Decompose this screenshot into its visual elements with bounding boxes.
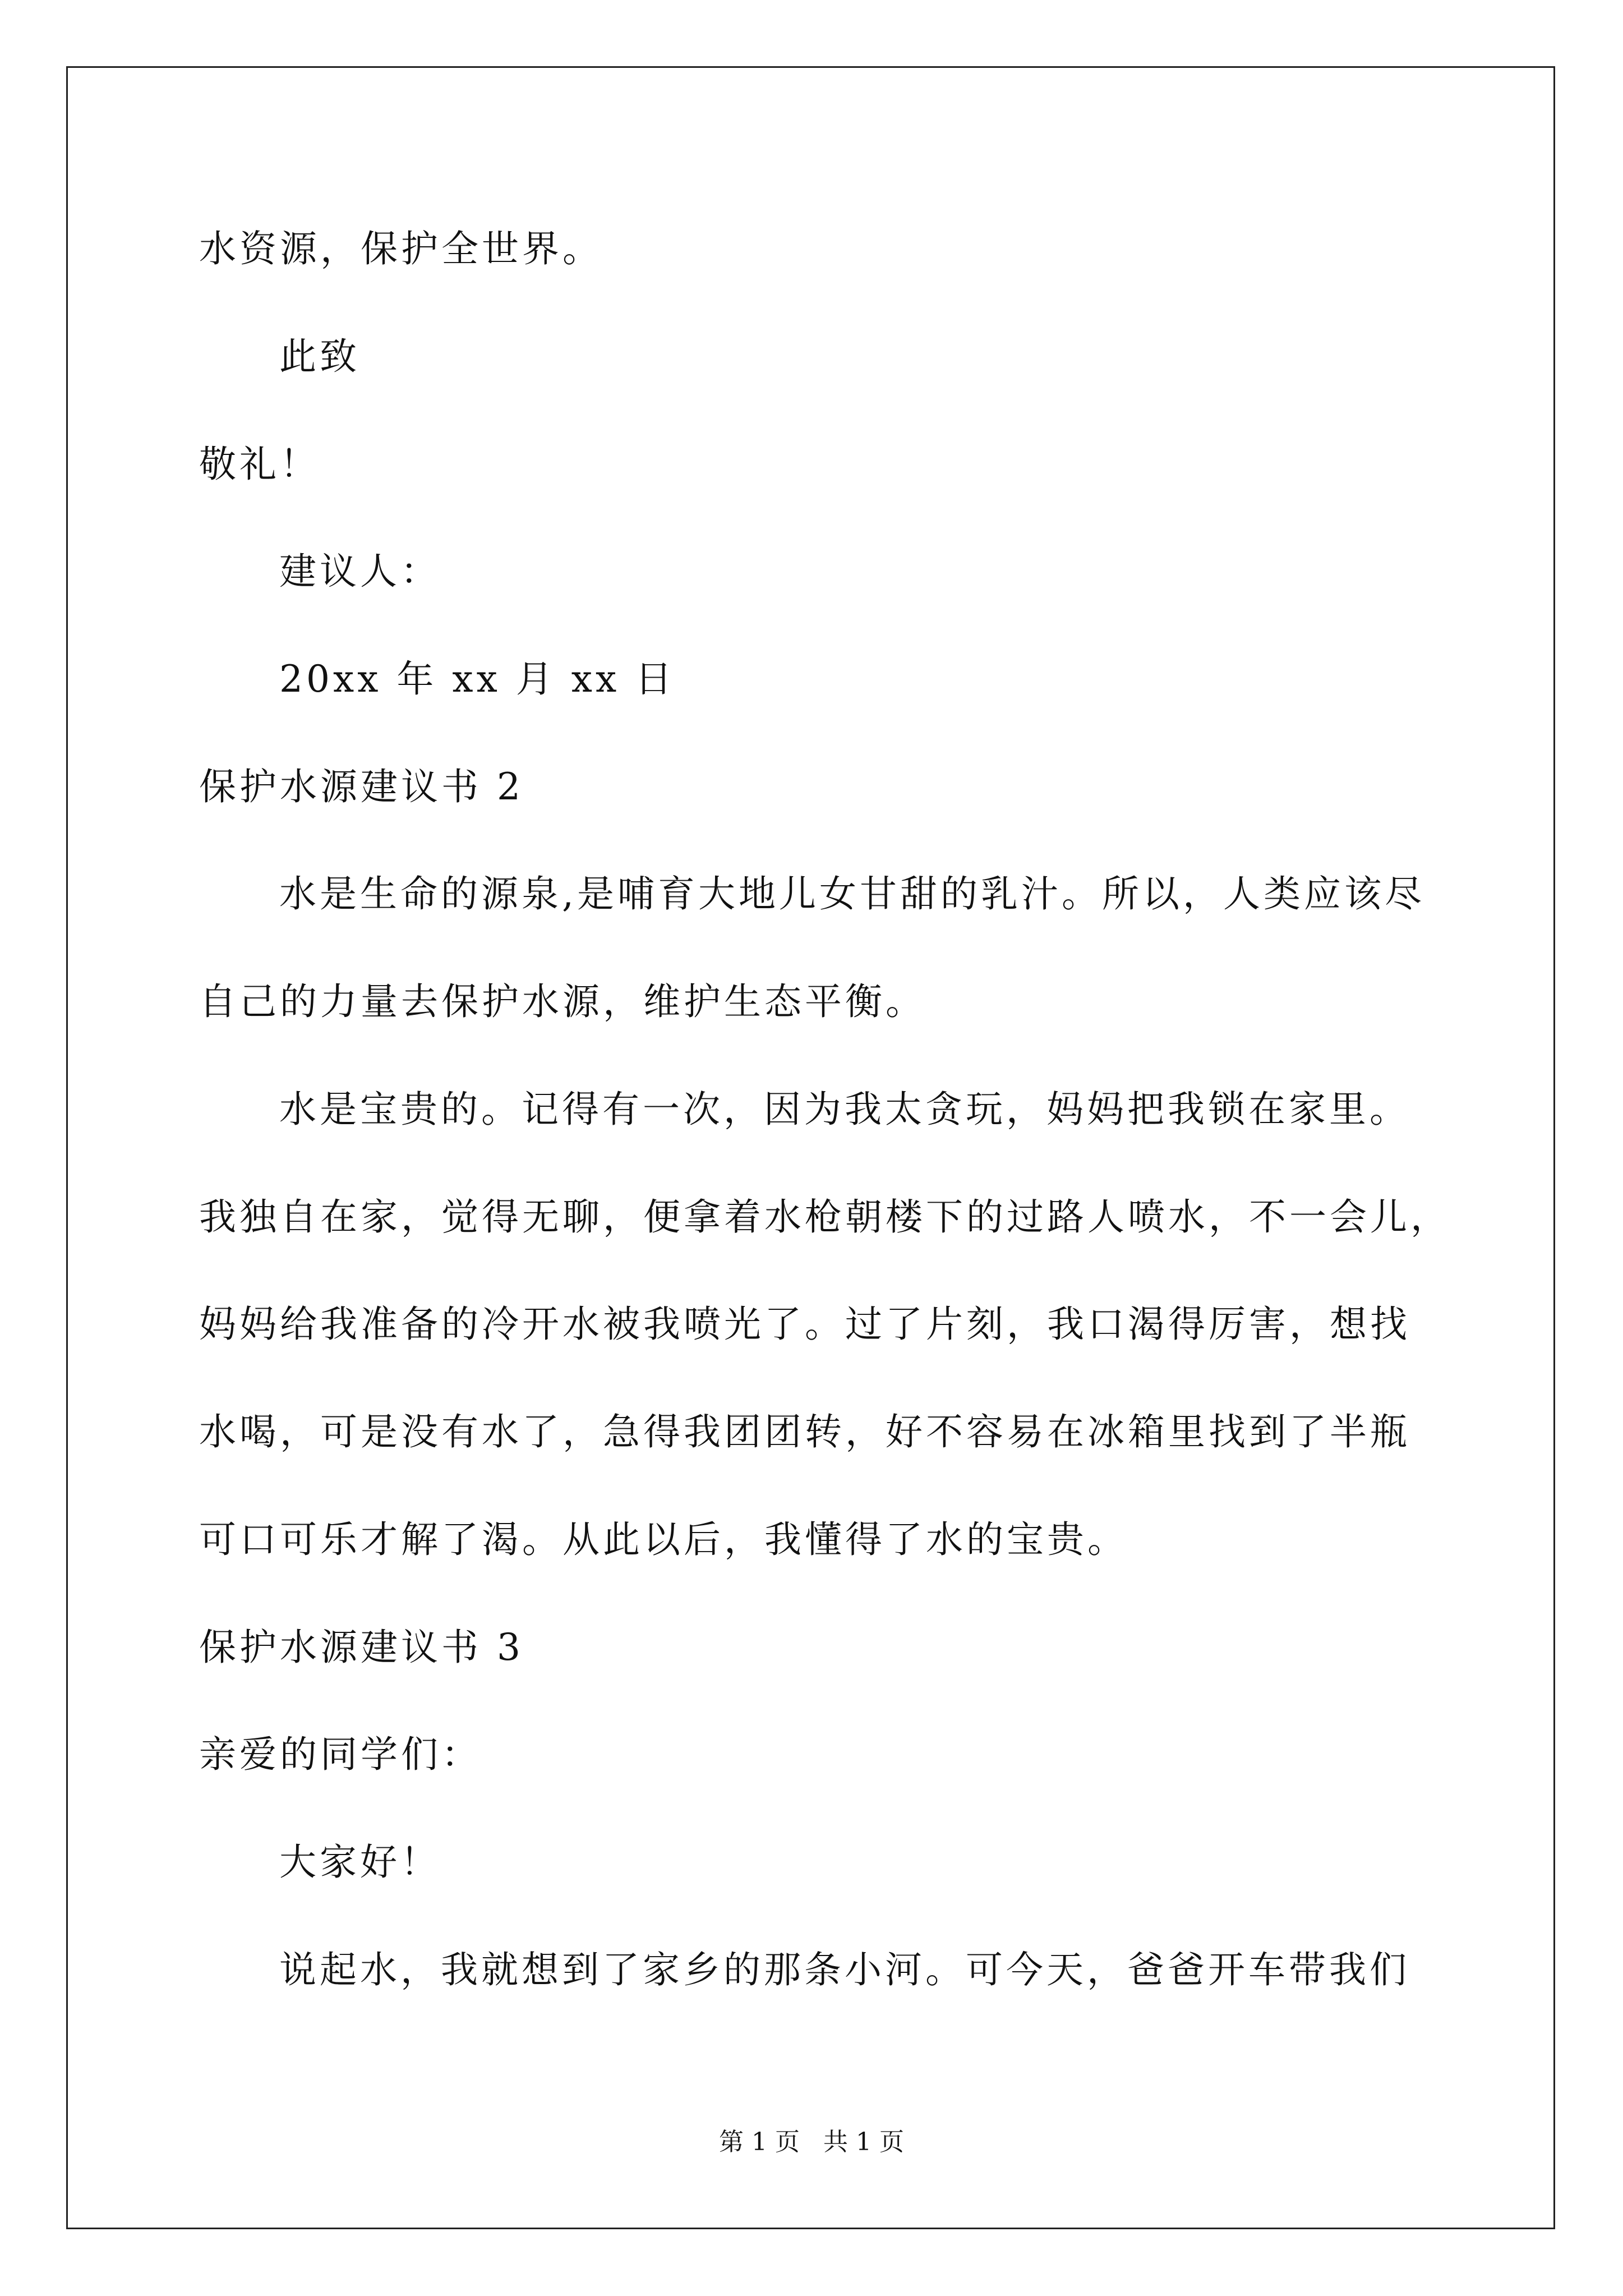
date-line: 20xx 年 xx 月 xx 日 bbox=[279, 657, 676, 701]
paragraph-line: 自己的力量去保护水源，维护生态平衡。 bbox=[199, 980, 926, 1023]
proposer-label: 建议人： bbox=[279, 550, 441, 593]
text-line-1: 水资源，保护全世界。 bbox=[199, 227, 603, 270]
paragraph-line: 水喝，可是没有水了，急得我团团转，好不容易在冰箱里找到了半瓶 bbox=[199, 1410, 1410, 1453]
page-border bbox=[66, 66, 1555, 2229]
salutation-closing: 敬礼！ bbox=[199, 443, 320, 486]
paragraph-line: 我独自在家，觉得无聊，便拿着水枪朝楼下的过路人喷水，不一会儿， bbox=[199, 1195, 1451, 1239]
paragraph-line: 水是宝贵的。记得有一次，因为我太贪玩，妈妈把我锁在家里。 bbox=[279, 1088, 1410, 1131]
closing-phrase: 此致 bbox=[279, 335, 360, 378]
section-heading-3: 保护水源建议书 3 bbox=[199, 1626, 524, 1669]
paragraph-line: 可口可乐才解了渴。从此以后，我懂得了水的宝贵。 bbox=[199, 1518, 1128, 1561]
paragraph-line: 妈妈给我准备的冷开水被我喷光了。过了片刻，我口渴得厉害，想找 bbox=[199, 1303, 1410, 1346]
greeting-line: 亲爱的同学们： bbox=[199, 1733, 482, 1776]
section-heading-2: 保护水源建议书 2 bbox=[199, 765, 524, 808]
paragraph-line: 说起水，我就想到了家乡的那条小河。可今天，爸爸开车带我们 bbox=[279, 1948, 1410, 1991]
page-number-footer: 第 1 页 共 1 页 bbox=[719, 2128, 904, 2156]
paragraph-line: 水是生命的源泉,是哺育大地儿女甘甜的乳汁。所以，人类应该尽 bbox=[279, 872, 1425, 915]
greeting-hello: 大家好！ bbox=[279, 1841, 441, 1884]
